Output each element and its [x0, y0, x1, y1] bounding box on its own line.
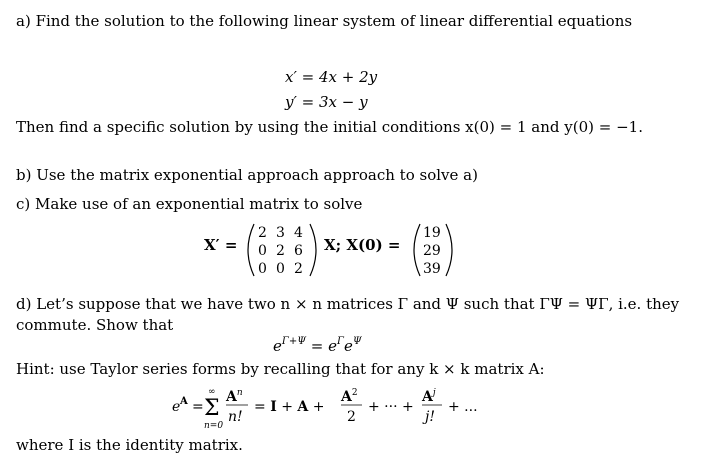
hint-text: Hint: use Taylor series forms by recalling that for any k × k matrix A: [16, 360, 545, 378]
series-equals-2: = I + A + [254, 399, 325, 415]
vector-cell: 39 [423, 261, 441, 277]
part-c-text: c) Make use of an exponential matrix to solve [16, 195, 363, 213]
series-dots: + ··· + [368, 399, 414, 415]
part-a-initial-conditions: Then find a specific solution by using the initial conditions x(0) = 1 and y(0) = −1. [16, 118, 643, 136]
series-equals: = [192, 399, 204, 415]
frac3-num: $A^j$ [422, 388, 436, 405]
frac1-den: n! [228, 409, 243, 425]
frac3-den: j! [425, 409, 435, 425]
frac2-num: $A^2$ [341, 388, 358, 405]
vector-cell: 19 [423, 225, 441, 241]
commute-identity: $e^{\Gamma+\Psi} = e^\Gamma e^\Psi$ [273, 336, 362, 355]
equation-x-prime: x′ = 4x + 2y [285, 68, 378, 86]
matrix-cell: 2 [258, 225, 267, 241]
vector-right-paren [446, 224, 452, 276]
matrix-lhs: X′ = [204, 236, 238, 254]
identity-rhs: $e^\Gamma e^\Psi$ [328, 336, 362, 355]
matrix-cell: 0 [276, 261, 285, 277]
series-e: e [172, 399, 181, 415]
matrix-mid-text: X; X(0) = [324, 236, 401, 254]
matrix-right-paren [310, 224, 316, 276]
sigma-icon: Σ [204, 396, 220, 421]
frac1-num: $A^n$ [226, 388, 243, 405]
matrix-equation-svg [240, 220, 660, 280]
matrix-cell: 0 [258, 261, 267, 277]
matrix-cell: 6 [294, 243, 303, 259]
matrix-left-paren [248, 224, 254, 276]
part-d-line2: commute. Show that [16, 316, 174, 334]
matrix-cell: 0 [258, 243, 267, 259]
footer-text: where I is the identity matrix. [16, 436, 243, 454]
matrix-cell: 2 [276, 243, 285, 259]
identity-lhs: $e^{\Gamma+\Psi}$ [273, 336, 306, 355]
vector-cell: 29 [423, 243, 441, 259]
series-upper-limit: ∞ [208, 387, 216, 397]
equation-y-prime: y′ = 3x − y [285, 93, 368, 111]
matrix-cell: 3 [276, 225, 285, 241]
part-a-prompt: a) Find the solution to the following linear system of linear differential equations [16, 12, 633, 30]
series-lower-limit: n=0 [204, 421, 224, 431]
vector-left-paren [414, 224, 420, 276]
series-tail: + ... [448, 399, 478, 415]
frac2-den: 2 [347, 409, 356, 425]
part-b-text: b) Use the matrix exponential approach approach to solve a) [16, 166, 478, 184]
part-d-line1: d) Let’s suppose that we have two n × n matrices Γ and Ψ such that ΓΨ = ΨΓ, i.e. they [16, 295, 680, 313]
series-e-exponent: A [180, 396, 188, 407]
matrix-cell: 2 [294, 261, 303, 277]
matrix-cell: 4 [294, 225, 303, 241]
series-formula-svg [170, 384, 550, 434]
